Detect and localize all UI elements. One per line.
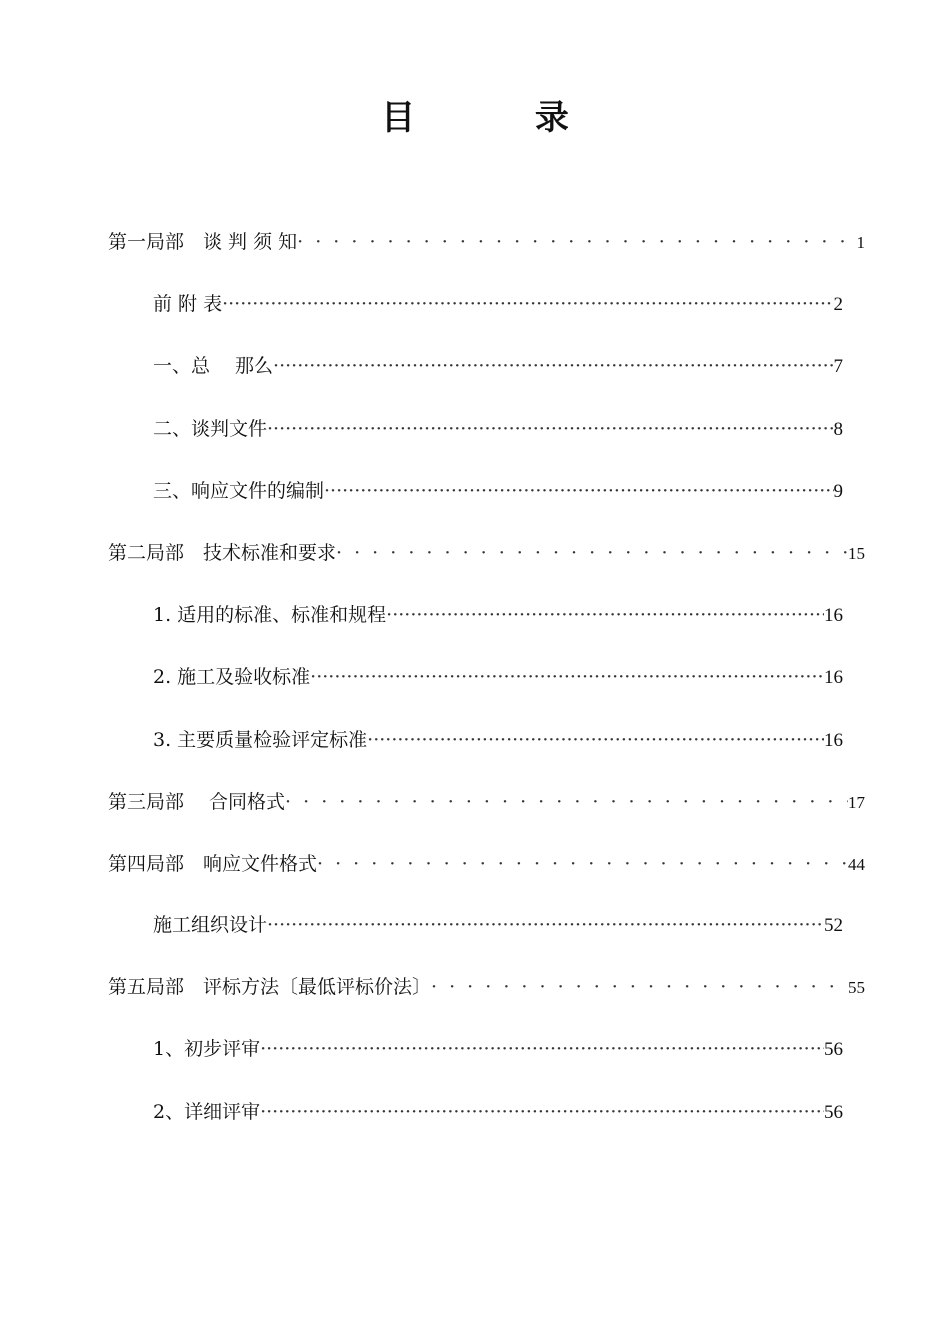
toc-entry-construction-design[interactable]	[153, 910, 843, 940]
toc-page-number: 7	[833, 356, 843, 377]
toc-page-number: 8	[833, 419, 843, 440]
toc-entry-part-3[interactable]	[108, 787, 865, 817]
toc-dot-leader	[267, 910, 824, 940]
toc-entry-label: 第二局部 技术标准和要求	[108, 542, 337, 564]
toc-page-number: 1	[856, 233, 865, 252]
toc-entry-general[interactable]	[153, 351, 843, 381]
toc-entry-negotiation-docs[interactable]	[153, 414, 843, 444]
toc-entry-label: 2、详细评审	[153, 1101, 261, 1123]
toc-entry-label: 3. 主要质量检验评定标准	[153, 729, 368, 751]
toc-entry-front-table[interactable]	[153, 289, 843, 319]
toc-dot-leader	[267, 414, 833, 444]
toc-page-number: 52	[824, 915, 843, 936]
toc-page-number: 55	[848, 978, 865, 997]
toc-entry-label: 第四局部 响应文件格式	[108, 853, 318, 875]
toc-entry-label: 2. 施工及验收标准	[153, 666, 311, 688]
toc-dot-leader	[367, 725, 824, 755]
toc-entry-label: 三、响应文件的编制	[153, 480, 325, 502]
toc-dot-leader	[386, 600, 824, 630]
toc-entry-label: 第一局部 谈 判 须 知	[108, 231, 298, 253]
toc-page-number: 2	[833, 294, 843, 315]
toc-dot-leader	[324, 476, 833, 506]
toc-entry-label: 第五局部 评标方法〔最低评标价法〕	[108, 976, 432, 998]
toc-page-number: 56	[824, 1039, 843, 1060]
toc-page-number: 16	[824, 667, 843, 688]
toc-page-number: 9	[833, 481, 843, 502]
toc-dot-leader	[260, 1097, 824, 1127]
toc-entry-part-1[interactable]	[108, 227, 865, 257]
toc-dot-leader	[285, 787, 848, 817]
toc-entry-label: 一、总 那么	[153, 355, 274, 377]
toc-entry-part-5[interactable]	[108, 972, 865, 1002]
toc-page-number: 56	[824, 1102, 843, 1123]
toc-entry-label: 1. 适用的标准、标准和规程	[153, 604, 387, 626]
toc-entry-quality[interactable]	[153, 725, 843, 755]
toc-entry-standards[interactable]	[153, 600, 843, 630]
toc-entry-initial-review[interactable]	[153, 1034, 843, 1064]
toc-dot-leader	[260, 1034, 824, 1064]
toc-dot-leader	[297, 227, 856, 257]
toc-entry-acceptance[interactable]	[153, 662, 843, 692]
toc-entry-label: 1、初步评审	[153, 1038, 261, 1060]
toc-entry-part-4[interactable]	[108, 849, 865, 879]
toc-entry-label: 前 附 表	[153, 293, 223, 315]
toc-page-number: 15	[848, 544, 865, 563]
toc-dot-leader	[336, 538, 848, 568]
toc-dot-leader	[273, 351, 833, 381]
toc-entry-part-2[interactable]	[108, 538, 865, 568]
toc-dot-leader	[222, 289, 833, 319]
toc-page-number: 16	[824, 605, 843, 626]
toc-dot-leader	[310, 662, 824, 692]
toc-entry-label: 施工组织设计	[153, 914, 268, 936]
toc-page-number: 44	[848, 855, 865, 874]
toc-page-number: 16	[824, 730, 843, 751]
toc-page-number: 17	[848, 793, 865, 812]
toc-entry-label: 二、谈判文件	[153, 418, 268, 440]
toc-entry-detailed-review[interactable]	[153, 1097, 843, 1127]
toc-dot-leader	[317, 849, 848, 879]
toc-entry-response-prep[interactable]	[153, 476, 843, 506]
toc-entry-label: 第三局部 合同格式	[108, 791, 286, 813]
toc-dot-leader	[431, 972, 848, 1002]
page-title: 目 录	[381, 98, 623, 138]
